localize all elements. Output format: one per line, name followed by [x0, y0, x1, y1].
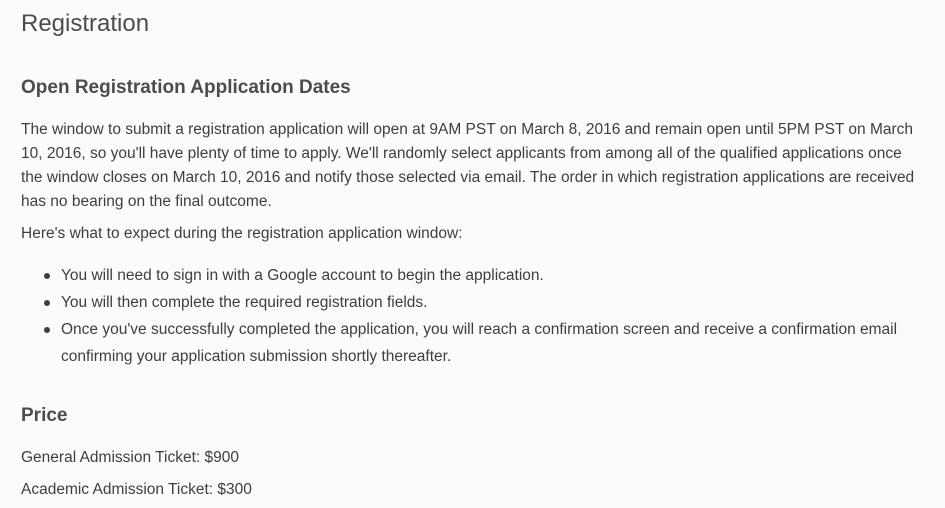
steps-list	[21, 262, 921, 370]
page-title: Registration	[21, 10, 150, 37]
bullet-icon	[44, 273, 50, 279]
dates-section-heading: Open Registration Application Dates	[21, 77, 351, 98]
bullet-icon	[44, 300, 50, 306]
expect-paragraph: Here's what to expect during the registration application window:	[21, 225, 463, 242]
list-item	[21, 316, 921, 370]
list-item	[21, 262, 921, 289]
price-section-heading: Price	[21, 405, 68, 426]
list-item	[21, 289, 921, 316]
step-text: Once you've successfully completed the application, you will reach a confirmation screen and receive a confirmation email confirming your application submission shortly thereafter.	[61, 321, 898, 365]
dates-intro-paragraph: The window to submit a registration application will open at 9AM PST on March 8, 2016 and remain open until 5PM PST on March 10, 2016, so you'll have plenty of time to apply. We'll randomly select applicants from among all of the qualified applications once the window closes on March 10, 2016 and notify those selected via email. The order in which registration applications are received has no bearing on the final outcome.	[21, 121, 915, 210]
step-text: You will need to sign in with a Google account to begin the application.	[61, 267, 544, 284]
bullet-icon	[44, 327, 50, 333]
academic-ticket-price: Academic Admission Ticket: $300	[21, 481, 252, 498]
general-ticket-price: General Admission Ticket: $900	[21, 449, 239, 466]
step-text: You will then complete the required registration fields.	[61, 294, 428, 311]
